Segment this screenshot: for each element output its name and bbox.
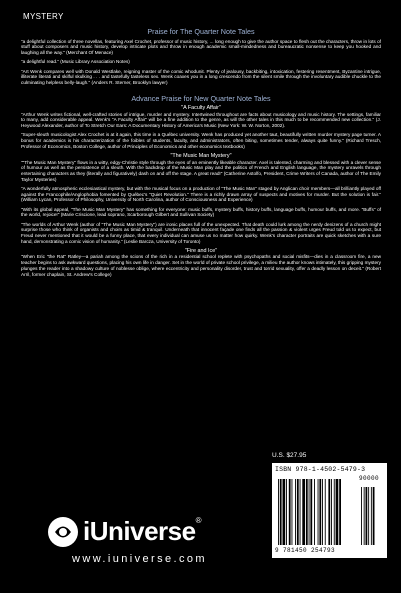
quote: "When Eric "the Rat" Ratley—a pariah among the scions of the rich in a residential school replete with psychopaths and social misfits—dies in a classroom fire, a new teacher begins to ask awkward questions, placing his own life in danger. Set in the world of private school privilege, a milieu the author knows intimately, this gripping mystery plunges the reader into a shadowy culture of noblesse oblige, where eccentricity and personality disorder, trust and torrid sexuality, offer a deadly lesson on deceit." (Robert Arril, former chaplain, St. Andrew's College) [21,254,381,277]
quote: ""The Music Man Mystery" flows in a witty, edgy-Christie style through the eyes of an eminently likeable character. Axel is talented, charming and blessed with a clever sense of humour as well as the persistence of a sleuth. With the backdrop of the Music Man play and the politics of French and English language, the mystery unravels through entertaining characters as they (literally and figuratively) dash on and off the stage. A great read!" (Catherine Astolfo, President, Crime Writers of Canada, author of The Emily Taylor Mysteries) [21,159,381,182]
quote: "Super-sleuth musicologist Alex Crochet is at it again, this time in a Québec university. Wenk has produced yet another taut, beautifully written murder mystery page turner. A bonus for academics is his characterization of the foibles of students, faculty, and administrators, often biting, sometimes tender, always quite funny." (Richard Tresch, Professor of Economics, Boston College, author of Principles of Economics and other economics textbooks) [21,132,381,149]
story-title: "The Music Man Mystery" [170,153,232,160]
story-title: "Fire and Ice" [184,248,218,255]
quote: "With its global appeal, "The Music Man Mystery" has something for everyone: music buffs, mystery buffs, history buffs, language buffs, humour buffs, and more. "Buffs" of the world, rejoice!" (Marie Criscione, lead soprano, Scarborough Gilbert and Sullivan Society) [21,206,381,218]
quote: "A wonderfully atmospheric ecclesiastical mystery, but with the musical focus on a production of "The Music Man" staged by Anglican choir members—all brilliantly played off against the Francophile/Anglophobia fomented by Québec's "Quiet Revolution." There is a richly drawn array of suspects and motives for murder. But the solution is fair." (William Lycan, Professor of Philosophy, University of North Carolina, author of Consciousness and Experience) [21,185,381,203]
genre-label: MYSTERY [23,12,64,21]
barcode-icon [277,477,381,547]
quote: "a delightful read." (Music Library Association Notes) [21,59,130,65]
isbn-label: ISBN 978-1-4502-5479-3 [275,466,366,473]
barcode-box [272,463,387,558]
price-label: U.S. $27.95 [272,452,307,459]
quote: "Art Wenk compares well with Donald Westlake, reigning master of the comic whodunit. Plenty of jealousy, backbiting, intoxication, festering resentment, Byzantine intrigue, illiterate literati and skilful skulking . . . and tastefully tasteless sex. Wenk coaxes you in a long crescendo from the silent smile through the involuntary audible chuckle to the culminating helpless belly-laugh." (Anders R. Sterner, Brooklyn lawyer) [21,68,381,85]
publisher-name: iUniverse [83,516,196,546]
barcode-digits [275,475,380,554]
quote: "a delightful collection of three novellas, featuring Axel Crochet, professor of music history, ... long enough to give the author space to flesh out the characters, throw in lots of stuff about composers and music history, develop intricate plots and throw in enough academic small-mindedness and bureaucratic nonsense to keep you hooked and laughing all the way." (Merchant Of Menace) [21,38,381,55]
publisher-url: www.iuniverse.com [72,553,207,565]
publisher-logo [83,516,201,547]
section2-heading: Advance Praise for New Quarter Note Tales [131,93,271,103]
barcode-addon: 90000 [359,475,380,482]
quote: "The worlds of Arthur Wenk (author of "The Music Man Mystery") are ironic places full of the unexpected. That death could lurk among the nerdy denizens of a church might surprise those who think of organists and choirs as timid & tranquil. Underneath that innocent façade one finds all the passion & violent urges Freud told us to expect, but Freud never mentioned that it would be a funny place, that every individual can amuse us no matter how quirky. Wenk's character portraits are quick sketches with a sure hand, demonstrating a comic vision of humanity." (Leslie Barcza, University of Toronto) [21,221,381,244]
barcode-number: 9 781450 254793 [275,547,336,554]
blurb-area [21,26,381,281]
registered-mark: ® [195,516,201,525]
story-title: "A Faculty Affair" [181,105,221,112]
quote: "Arthur Wenk writes fictional, well-crafted stories of intrigue, murder and mystery. Intertwined throughout are facts about musicology and music history. The settings, familiar to many, add considerable appeal. Wenk's "A Faculty Affair" will be a fine addition to the genre, as will the other tales in this much to be recommended new collection." (J. Heywood Alexander, author of To Stretch Our Ears: A Documentary History of America's Music (New York: W. W. Norton, 2002). [21,111,381,129]
section1-heading: Praise for The Quarter Note Tales [147,27,255,36]
